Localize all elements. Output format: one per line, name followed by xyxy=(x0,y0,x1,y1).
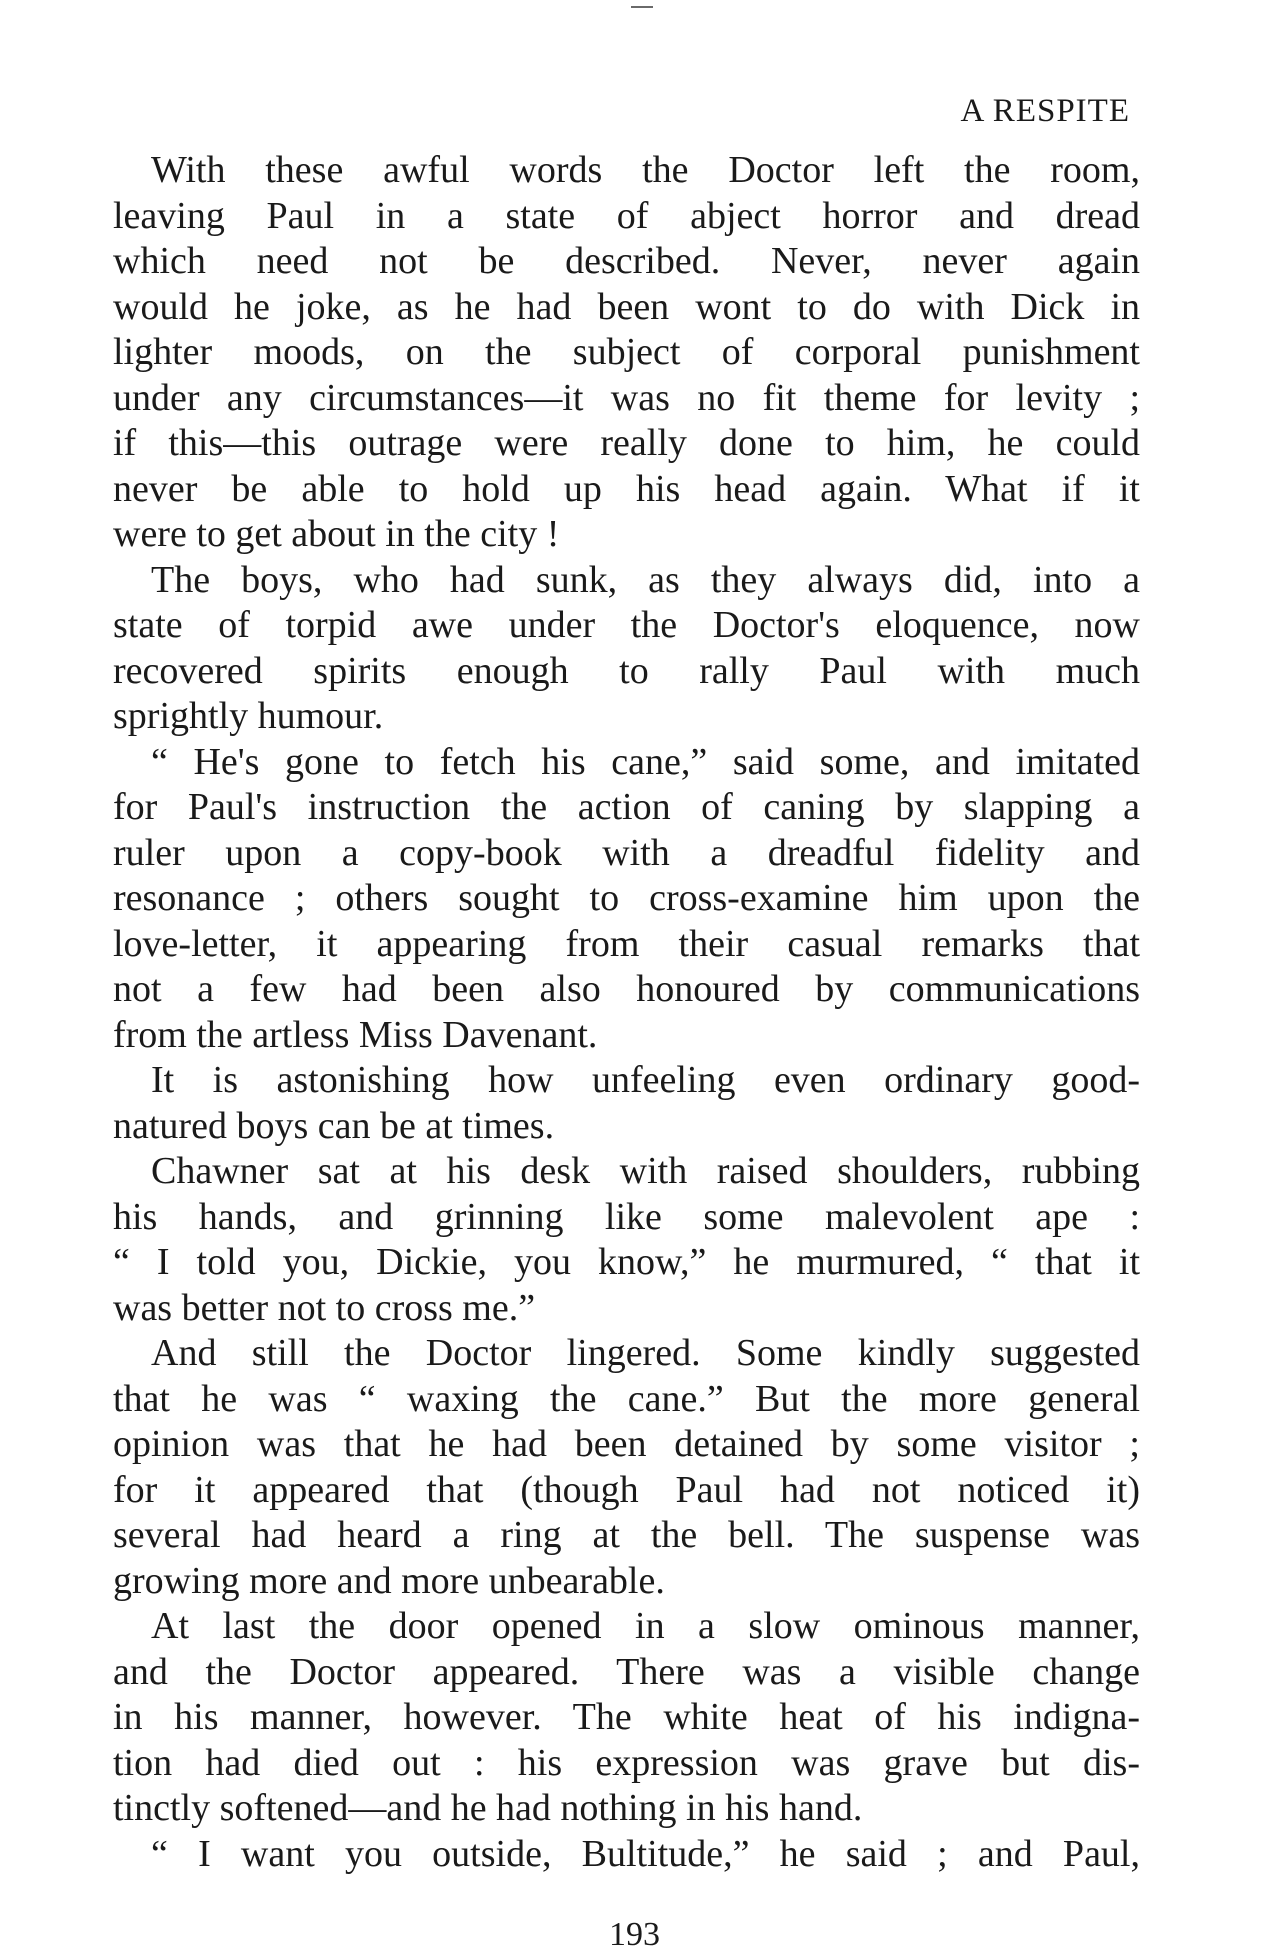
text-line: which need not be described. Never, never again xyxy=(113,240,1140,282)
text-line: was better not to cross me.” xyxy=(113,1286,536,1329)
text-line: several had heard a ring at the bell. The suspense was xyxy=(113,1514,1140,1556)
text-line: The boys, who had sunk, as they always did, into a xyxy=(151,558,1140,601)
text-line: for it appeared that (though Paul had not noticed it) xyxy=(113,1468,1140,1511)
text-line: natured boys can be at times. xyxy=(113,1104,555,1147)
text-line: tion had died out : his expression was grave but dis- xyxy=(113,1741,1140,1784)
text-line: “ I want you outside, Bultitude,” he said ; and Paul, xyxy=(151,1832,1140,1875)
running-head: A RESPITE xyxy=(960,93,1130,129)
text-line: if this—this outrage were really done to him, he could xyxy=(113,422,1140,464)
page-number: 193 xyxy=(609,1916,660,1953)
text-line: for Paul's instruction the action of caning by slapping a xyxy=(113,786,1140,828)
text-line: resonance ; others sought to cross-examine him upon the xyxy=(113,877,1140,919)
text-line: state of torpid awe under the Doctor's eloquence, now xyxy=(113,604,1140,646)
text-line: lighter moods, on the subject of corporal punishment xyxy=(113,331,1140,373)
text-line: “ I told you, Dickie, you know,” he murmured, “ that it xyxy=(113,1241,1140,1283)
text-line: Chawner sat at his desk with raised shoulders, rubbing xyxy=(151,1150,1140,1192)
text-line: With these awful words the Doctor left the room, xyxy=(151,149,1140,191)
text-line: and the Doctor appeared. There was a visible change xyxy=(113,1650,1140,1693)
text-line: recovered spirits enough to rally Paul with much xyxy=(113,649,1140,692)
text-line: that he was “ waxing the cane.” But the more general xyxy=(113,1377,1140,1420)
text-line: under any circumstances—it was no fit theme for levity ; xyxy=(113,376,1140,419)
page-edge-mark xyxy=(631,6,653,8)
text-line: never be able to hold up his head again. What if it xyxy=(113,467,1140,510)
text-line: “ He's gone to fetch his cane,” said some, and imitated xyxy=(151,740,1140,783)
text-line: At last the door opened in a slow ominous manner, xyxy=(151,1605,1140,1647)
text-line: his hands, and grinning like some malevolent ape : xyxy=(113,1195,1140,1238)
text-line: not a few had been also honoured by communications xyxy=(113,968,1140,1010)
text-line: leaving Paul in a state of abject horror and dread xyxy=(113,194,1140,237)
text-line: would he joke, as he had been wont to do with Dick in xyxy=(113,285,1140,328)
text-line: from the artless Miss Davenant. xyxy=(113,1013,598,1056)
text-line: sprightly humour. xyxy=(113,695,384,737)
text-line: tinctly softened—and he had nothing in his hand. xyxy=(113,1787,863,1829)
text-line: love-letter, it appearing from their casual remarks that xyxy=(113,922,1140,965)
text-line: were to get about in the city ! xyxy=(113,513,560,555)
text-line: growing more and more unbearable. xyxy=(113,1559,665,1602)
text-line: It is astonishing how unfeeling even ordinary good- xyxy=(151,1059,1140,1101)
text-line: opinion was that he had been detained by some visitor ; xyxy=(113,1423,1140,1465)
text-line: And still the Doctor lingered. Some kindly suggested xyxy=(151,1332,1140,1374)
body-text xyxy=(113,148,1140,1877)
text-line: ruler upon a copy-book with a dreadful fidelity and xyxy=(113,831,1140,874)
text-line: in his manner, however. The white heat of his indigna- xyxy=(113,1696,1140,1738)
